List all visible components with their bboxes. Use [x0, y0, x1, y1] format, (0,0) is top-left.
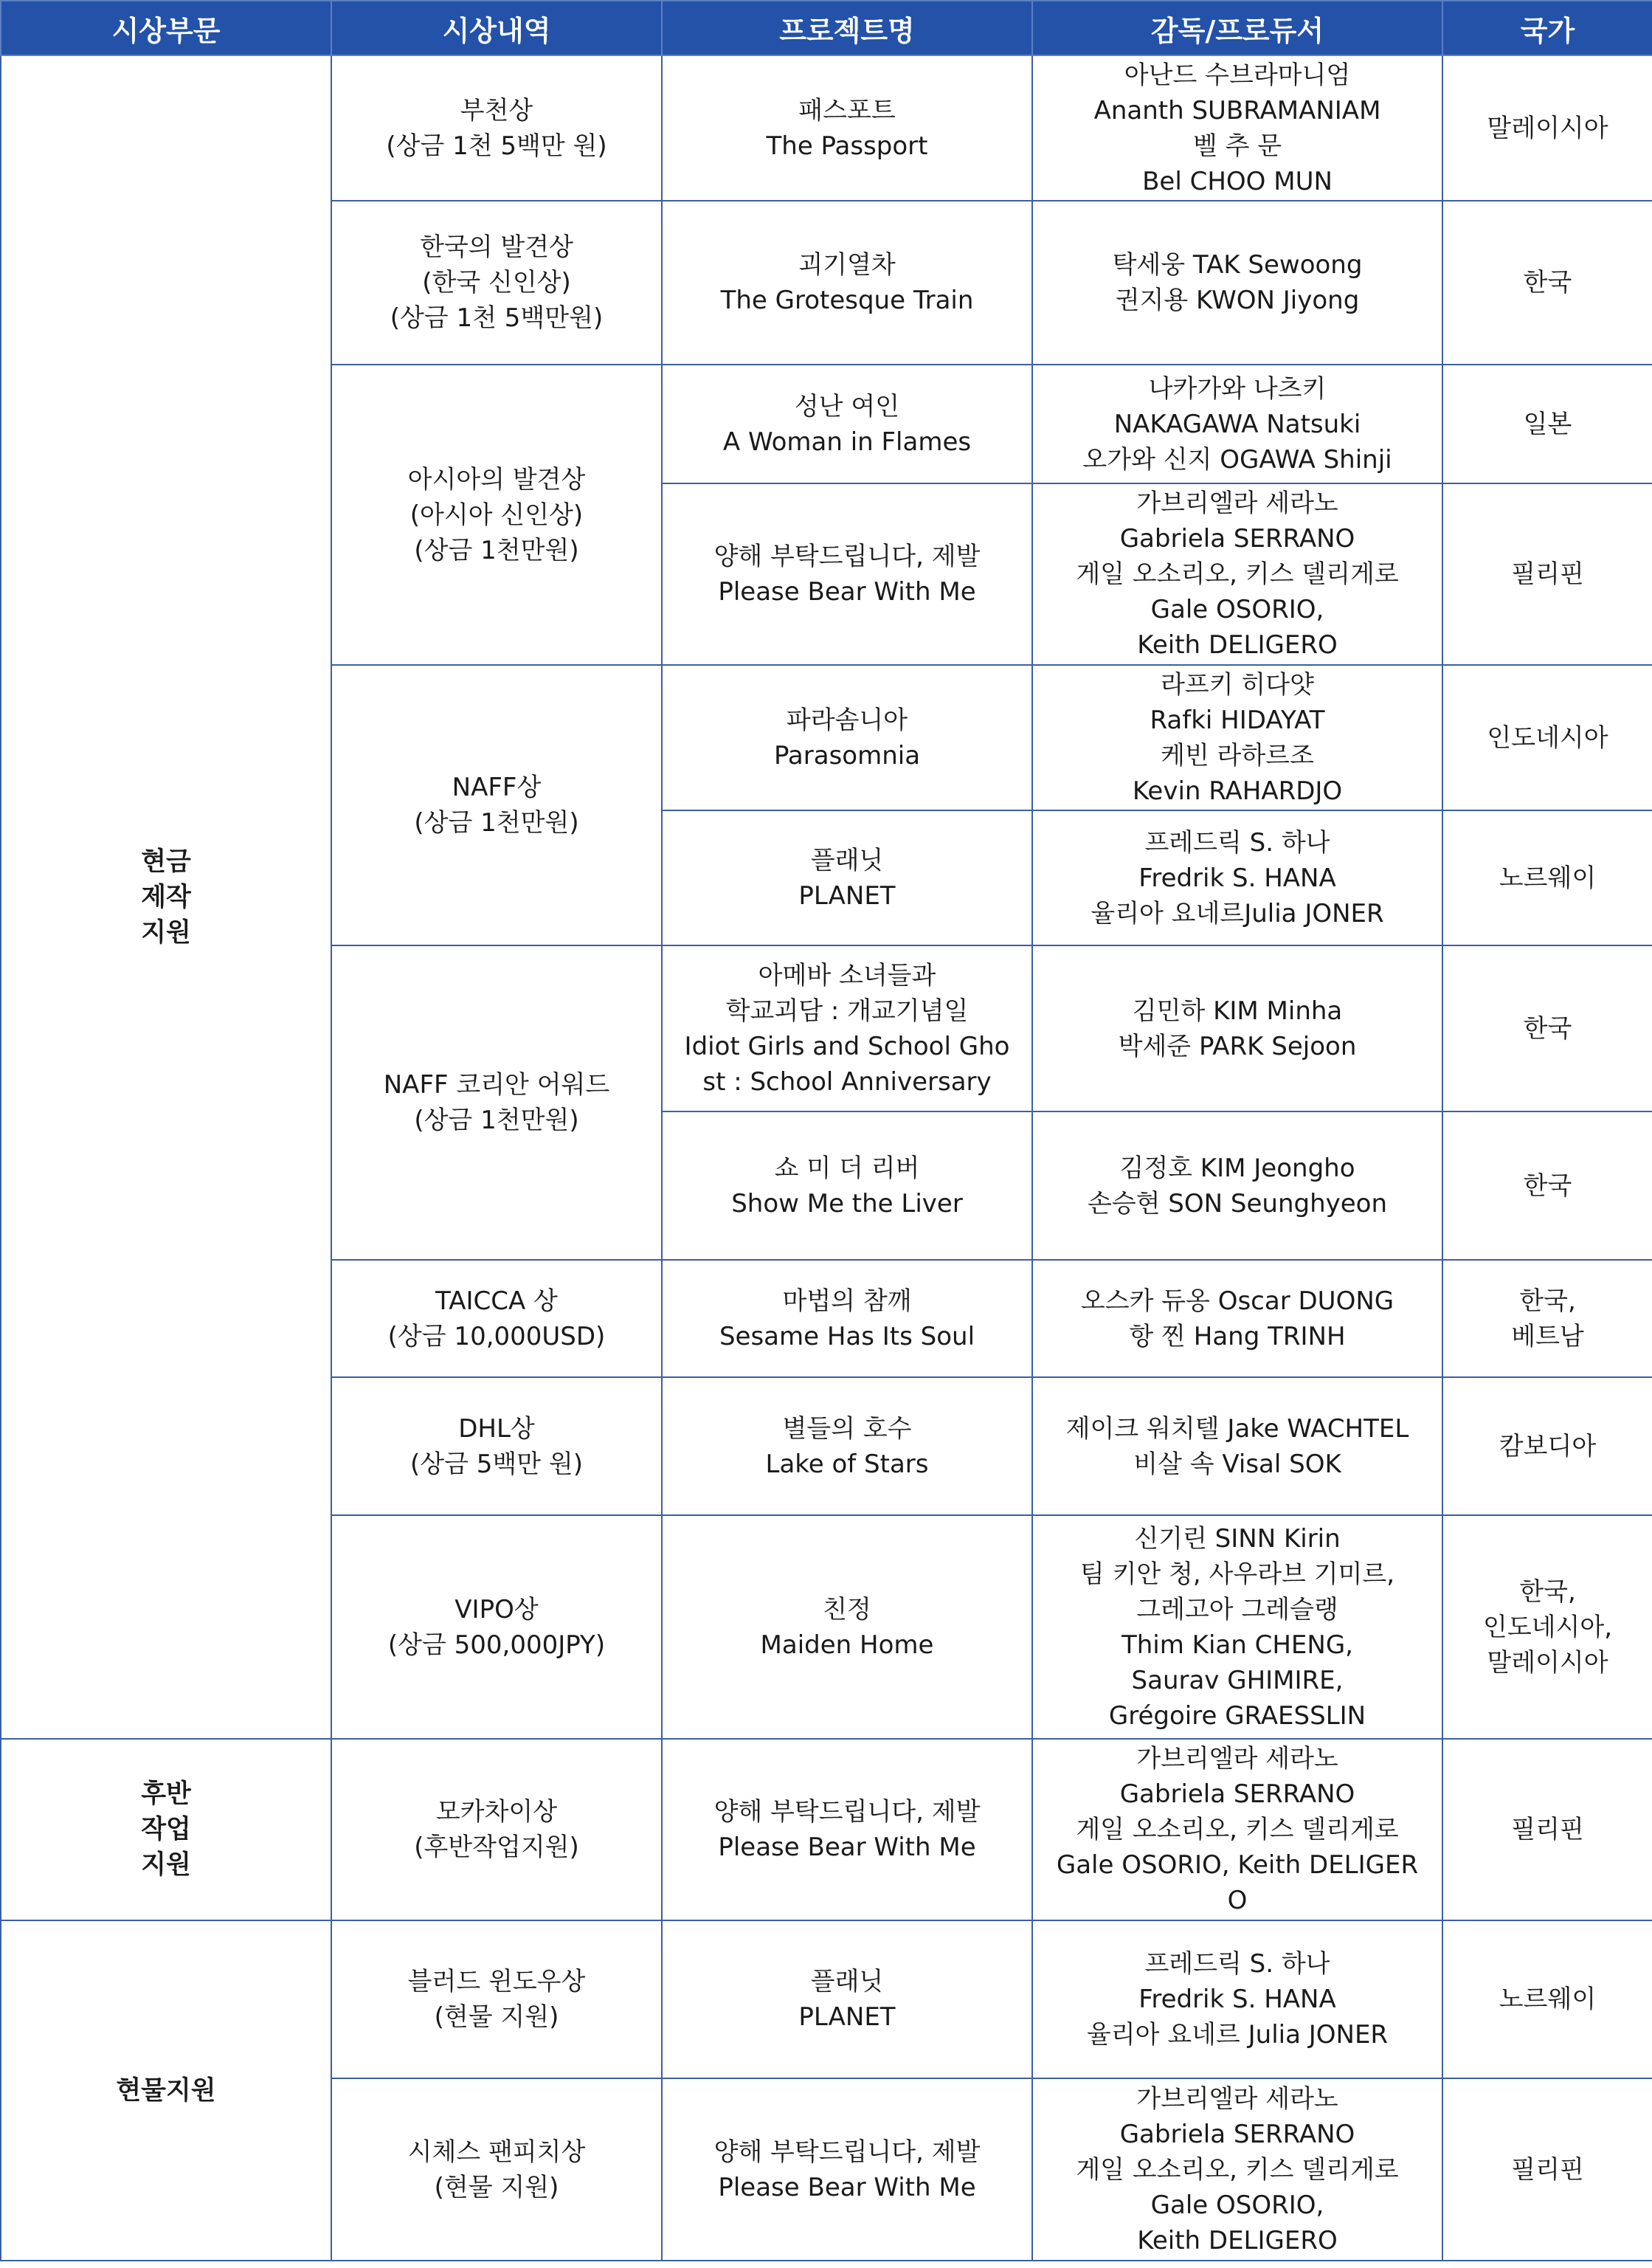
- country-cell-line: 말레이시아: [1487, 113, 1608, 143]
- project-cell-line: The Passport: [766, 131, 928, 161]
- project-cell-line: 파라솜니아: [786, 705, 908, 735]
- project-cell-line: The Grotesque Train: [720, 286, 974, 315]
- project-cell-line: Sesame Has Its Soul: [719, 1321, 975, 1351]
- category-cell-line: 지원: [141, 917, 191, 948]
- country-cell-line: 필리핀: [1511, 1815, 1584, 1844]
- project-cell-line: 패스포트: [798, 95, 896, 125]
- award-cell-line: (상금 500,000JPY): [387, 1630, 606, 1660]
- award-cell-line: (상금 1천만원): [414, 808, 579, 838]
- project-cell: [662, 1377, 1032, 1515]
- award-cell-line: (상금 1천만원): [414, 535, 579, 565]
- project-cell-line: Show Me the Liver: [731, 1188, 963, 1219]
- people-cell: [1032, 1111, 1442, 1260]
- project-cell-line: PLANET: [798, 2002, 896, 2032]
- award-cell: [331, 201, 662, 365]
- people-cell-line: Ananth SUBRAMANIAM: [1093, 95, 1381, 125]
- project-cell-line: PLANET: [798, 880, 896, 911]
- country-cell: [1442, 1515, 1652, 1739]
- category-cell-line: 후반: [141, 1779, 191, 1809]
- people-cell-line: 가브리엘라 세라노: [1136, 489, 1338, 518]
- people-cell-line: Gabriela SERRANO: [1119, 524, 1355, 554]
- country-cell: [1442, 665, 1652, 810]
- people-cell: [1032, 665, 1442, 810]
- people-cell-line: Grégoire GRAESSLIN: [1108, 1700, 1366, 1731]
- project-cell-line: st : School Anniversary: [702, 1066, 992, 1097]
- country-cell-line: 필리핀: [1511, 559, 1584, 589]
- project-cell-line: Idiot Girls and School Gho: [684, 1031, 1010, 1061]
- country-cell: [1442, 810, 1652, 945]
- table-row: [1, 1920, 1652, 2078]
- people-cell-line: 게일 오소리오, 키스 델리게로: [1076, 559, 1399, 589]
- category-cell: [1, 1739, 331, 1920]
- country-cell-line: 말레이시아: [1487, 1647, 1608, 1678]
- project-cell-line: 양해 부탁드립니다, 제발: [713, 1797, 981, 1827]
- people-cell-line: 김민하 KIM Minha: [1132, 996, 1343, 1026]
- people-cell-line: 비살 속 Visal SOK: [1133, 1449, 1341, 1479]
- people-cell-line: NAKAGAWA Natsuki: [1113, 409, 1361, 439]
- award-cell: [331, 1739, 662, 1920]
- country-cell-line: 한국: [1523, 1013, 1572, 1044]
- people-cell-line: 게일 오소리오, 키스 델리게로: [1076, 1815, 1399, 1844]
- category-cell-line: 제작: [141, 882, 191, 912]
- country-cell-line: 필리핀: [1511, 2154, 1584, 2185]
- project-cell-line: Please Bear With Me: [718, 1833, 976, 1862]
- country-cell: [1442, 1111, 1652, 1260]
- award-cell-line: (상금 1천 5백만 원): [386, 131, 607, 161]
- people-cell-line: Thim Kian CHENG,: [1121, 1630, 1353, 1660]
- people-cell-line: 케빈 라하르조: [1161, 740, 1314, 771]
- header-award: 시상내역: [331, 1, 662, 55]
- country-cell-line: 한국: [1523, 1171, 1572, 1201]
- people-cell-line: 박세준 PARK Sejoon: [1118, 1031, 1357, 1061]
- people-cell-line: Rafki HIDAYAT: [1150, 705, 1325, 735]
- people-cell-line: 나카가와 나츠키: [1148, 373, 1327, 404]
- people-cell: [1032, 1515, 1442, 1739]
- project-cell-line: 성난 여인: [794, 391, 900, 421]
- award-cell-line: DHL상: [458, 1413, 535, 1444]
- project-cell-line: Lake of Stars: [765, 1449, 929, 1479]
- project-cell: [662, 1920, 1032, 2078]
- award-cell-line: (현물 지원): [434, 2172, 559, 2202]
- header-country: 국가: [1442, 1, 1652, 55]
- people-cell-line: 권지용 KWON Jiyong: [1115, 286, 1360, 315]
- project-cell: [662, 483, 1032, 665]
- award-cell: [331, 665, 662, 945]
- award-cell-line: (한국 신인상): [422, 268, 571, 297]
- table-row: [1, 1739, 1652, 1920]
- award-cell: [331, 365, 662, 665]
- project-cell: [662, 945, 1032, 1111]
- project-cell-line: 괴기열차: [798, 250, 896, 280]
- award-cell: [331, 2078, 662, 2261]
- country-cell-line: 인도네시아,: [1482, 1612, 1613, 1642]
- award-cell-line: 부천상: [460, 95, 533, 125]
- header-category: 시상부문: [1, 1, 331, 55]
- people-cell: [1032, 1260, 1442, 1377]
- award-cell-line: NAFF 코리안 어워드: [383, 1070, 610, 1100]
- award-cell-line: TAICCA 상: [435, 1286, 558, 1316]
- people-cell: [1032, 2078, 1442, 2261]
- people-cell-line: Gale OSORIO, Keith DELIGER: [1056, 1850, 1419, 1880]
- award-cell-line: (상금 1천만원): [414, 1106, 579, 1135]
- people-cell-line: 프레드릭 S. 하나: [1144, 827, 1330, 858]
- project-cell: [662, 55, 1032, 201]
- people-cell: [1032, 1739, 1442, 1920]
- header-project: 프로젝트명: [662, 1, 1032, 55]
- header-director-producer: 감독/프로듀서: [1032, 1, 1442, 55]
- people-cell: [1032, 483, 1442, 665]
- project-cell-line: 마법의 참깨: [782, 1286, 912, 1316]
- project-cell-line: 학교괴담 : 개교기념일: [725, 996, 969, 1026]
- project-cell: [662, 1260, 1032, 1377]
- people-cell-line: Bel CHOO MUN: [1142, 166, 1333, 196]
- award-cell-line: (현물 지원): [434, 2002, 559, 2032]
- project-cell: [662, 365, 1032, 483]
- award-cell-line: (아시아 신인상): [409, 500, 584, 530]
- project-cell-line: Please Bear With Me: [718, 577, 976, 607]
- people-cell-line: 게일 오소리오, 키스 델리게로: [1076, 2154, 1399, 2185]
- people-cell-line: 라프키 히다얏: [1161, 669, 1314, 700]
- people-cell-line: Keith DELIGERO: [1137, 2225, 1338, 2255]
- people-cell-line: 율리아 요네르Julia JONER: [1091, 898, 1384, 928]
- project-cell: [662, 810, 1032, 945]
- people-cell-line: 율리아 요네르 Julia JONER: [1086, 2020, 1389, 2050]
- people-cell-line: 손승현 SON Seunghyeon: [1087, 1188, 1388, 1219]
- award-cell: [331, 55, 662, 201]
- people-cell-line: Keith DELIGERO: [1137, 630, 1338, 660]
- award-cell-line: 아시아의 발견상: [407, 464, 586, 494]
- people-cell: [1032, 1920, 1442, 2078]
- category-cell-line: 지원: [141, 1850, 191, 1880]
- country-cell-line: 한국,: [1519, 1286, 1576, 1316]
- project-cell-line: 쇼 미 더 리버: [774, 1153, 920, 1183]
- category-cell: [1, 1920, 331, 2261]
- country-cell: [1442, 483, 1652, 665]
- project-cell-line: A Woman in Flames: [722, 427, 972, 457]
- project-cell-line: 별들의 호수: [782, 1413, 912, 1444]
- people-cell: [1032, 810, 1442, 945]
- award-cell: [331, 1377, 662, 1515]
- country-cell-line: 노르웨이: [1499, 863, 1597, 893]
- country-cell: [1442, 945, 1652, 1111]
- award-cell-line: VIPO상: [455, 1594, 539, 1624]
- project-cell-line: 플래닛: [810, 1967, 884, 1996]
- award-cell-line: 한국의 발견상: [420, 232, 573, 262]
- people-cell-line: 탁세웅 TAK Sewoong: [1112, 250, 1363, 280]
- award-cell-line: 블러드 윈도우상: [407, 1967, 586, 1996]
- project-cell-line: 양해 부탁드립니다, 제발: [713, 542, 981, 571]
- project-cell: [662, 1739, 1032, 1920]
- award-cell-line: 모카차이상: [435, 1797, 558, 1827]
- people-cell-line: Gabriela SERRANO: [1119, 1779, 1355, 1809]
- country-cell-line: 한국,: [1519, 1576, 1576, 1607]
- country-cell-line: 노르웨이: [1499, 1985, 1597, 2014]
- award-cell: [331, 1515, 662, 1739]
- country-cell-line: 인도네시아: [1487, 723, 1608, 753]
- country-cell-line: 일본: [1523, 409, 1572, 439]
- country-cell-line: 캄보디아: [1499, 1431, 1597, 1461]
- country-cell-line: 한국: [1523, 268, 1572, 297]
- people-cell: [1032, 55, 1442, 201]
- people-cell-line: Gale OSORIO,: [1150, 595, 1324, 624]
- people-cell-line: Fredrik S. HANA: [1138, 1985, 1336, 2014]
- people-cell-line: 그레고아 그레슬랭: [1136, 1594, 1338, 1624]
- country-cell: [1442, 2078, 1652, 2261]
- project-cell: [662, 2078, 1032, 2261]
- people-cell-line: 팀 키안 청, 사우라브 기미르,: [1079, 1559, 1395, 1589]
- people-cell-line: 오스카 듀옹 Oscar DUONG: [1080, 1286, 1394, 1316]
- award-cell-line: (후반작업지원): [414, 1833, 579, 1862]
- project-cell-line: 양해 부탁드립니다, 제발: [713, 2137, 981, 2167]
- country-cell: [1442, 1377, 1652, 1515]
- award-cell: [331, 945, 662, 1260]
- category-cell-line: 현물지원: [116, 2075, 216, 2106]
- award-cell-line: NAFF상: [452, 773, 542, 802]
- country-cell: [1442, 55, 1652, 201]
- project-cell-line: 아메바 소녀들과: [758, 960, 936, 990]
- people-cell-line: 아난드 수브라마니엄: [1124, 60, 1351, 90]
- people-cell-line: 항 찐 Hang TRINH: [1129, 1321, 1346, 1351]
- people-cell: [1032, 365, 1442, 483]
- people-cell-line: O: [1227, 1886, 1248, 1915]
- project-cell-line: Parasomnia: [773, 740, 921, 771]
- people-cell-line: Fredrik S. HANA: [1138, 863, 1336, 893]
- people-cell-line: 가브리엘라 세라노: [1136, 1744, 1338, 1774]
- category-cell-line: 작업: [141, 1815, 191, 1844]
- project-cell: [662, 1111, 1032, 1260]
- award-cell-line: (상금 1천 5백만원): [390, 303, 604, 333]
- project-cell: [662, 201, 1032, 365]
- project-cell-line: Please Bear With Me: [718, 2172, 976, 2202]
- project-cell-line: Maiden Home: [760, 1630, 934, 1660]
- category-cell: [1, 55, 331, 1739]
- country-cell-line: 베트남: [1511, 1321, 1584, 1351]
- header-row: [1, 1, 1652, 55]
- award-cell-line: 시체스 팬피치상: [407, 2137, 586, 2167]
- people-cell: [1032, 945, 1442, 1111]
- people-cell: [1032, 201, 1442, 365]
- country-cell: [1442, 1739, 1652, 1920]
- people-cell: [1032, 1377, 1442, 1515]
- project-cell-line: 친정: [823, 1594, 871, 1624]
- country-cell: [1442, 1920, 1652, 2078]
- people-cell-line: Gabriela SERRANO: [1119, 2119, 1355, 2149]
- award-cell-line: (상금 10,000USD): [387, 1321, 606, 1351]
- project-cell-line: 플래닛: [810, 845, 884, 875]
- award-cell-line: (상금 5백만 원): [410, 1449, 583, 1479]
- people-cell-line: 오가와 신지 OGAWA Shinji: [1082, 444, 1392, 475]
- category-cell-line: 현금: [141, 847, 191, 877]
- people-cell-line: 신기린 SINN Kirin: [1134, 1523, 1341, 1554]
- people-cell-line: Kevin RAHARDJO: [1132, 776, 1343, 806]
- people-cell-line: Gale OSORIO,: [1150, 2190, 1324, 2220]
- people-cell-line: 벨 추 문: [1192, 131, 1282, 161]
- people-cell-line: 제이크 워치텔 Jake WACHTEL: [1065, 1413, 1409, 1444]
- country-cell: [1442, 201, 1652, 365]
- project-cell: [662, 665, 1032, 810]
- people-cell-line: Saurav GHIMIRE,: [1131, 1665, 1344, 1695]
- people-cell-line: 프레드릭 S. 하나: [1144, 1949, 1330, 1979]
- people-cell-line: 가브리엘라 세라노: [1136, 2083, 1338, 2114]
- project-cell: [662, 1515, 1032, 1739]
- table-row: [1, 55, 1652, 201]
- country-cell: [1442, 1260, 1652, 1377]
- award-cell: [331, 1920, 662, 2078]
- country-cell: [1442, 365, 1652, 483]
- award-cell: [331, 1260, 662, 1377]
- people-cell-line: 김정호 KIM Jeongho: [1119, 1153, 1355, 1183]
